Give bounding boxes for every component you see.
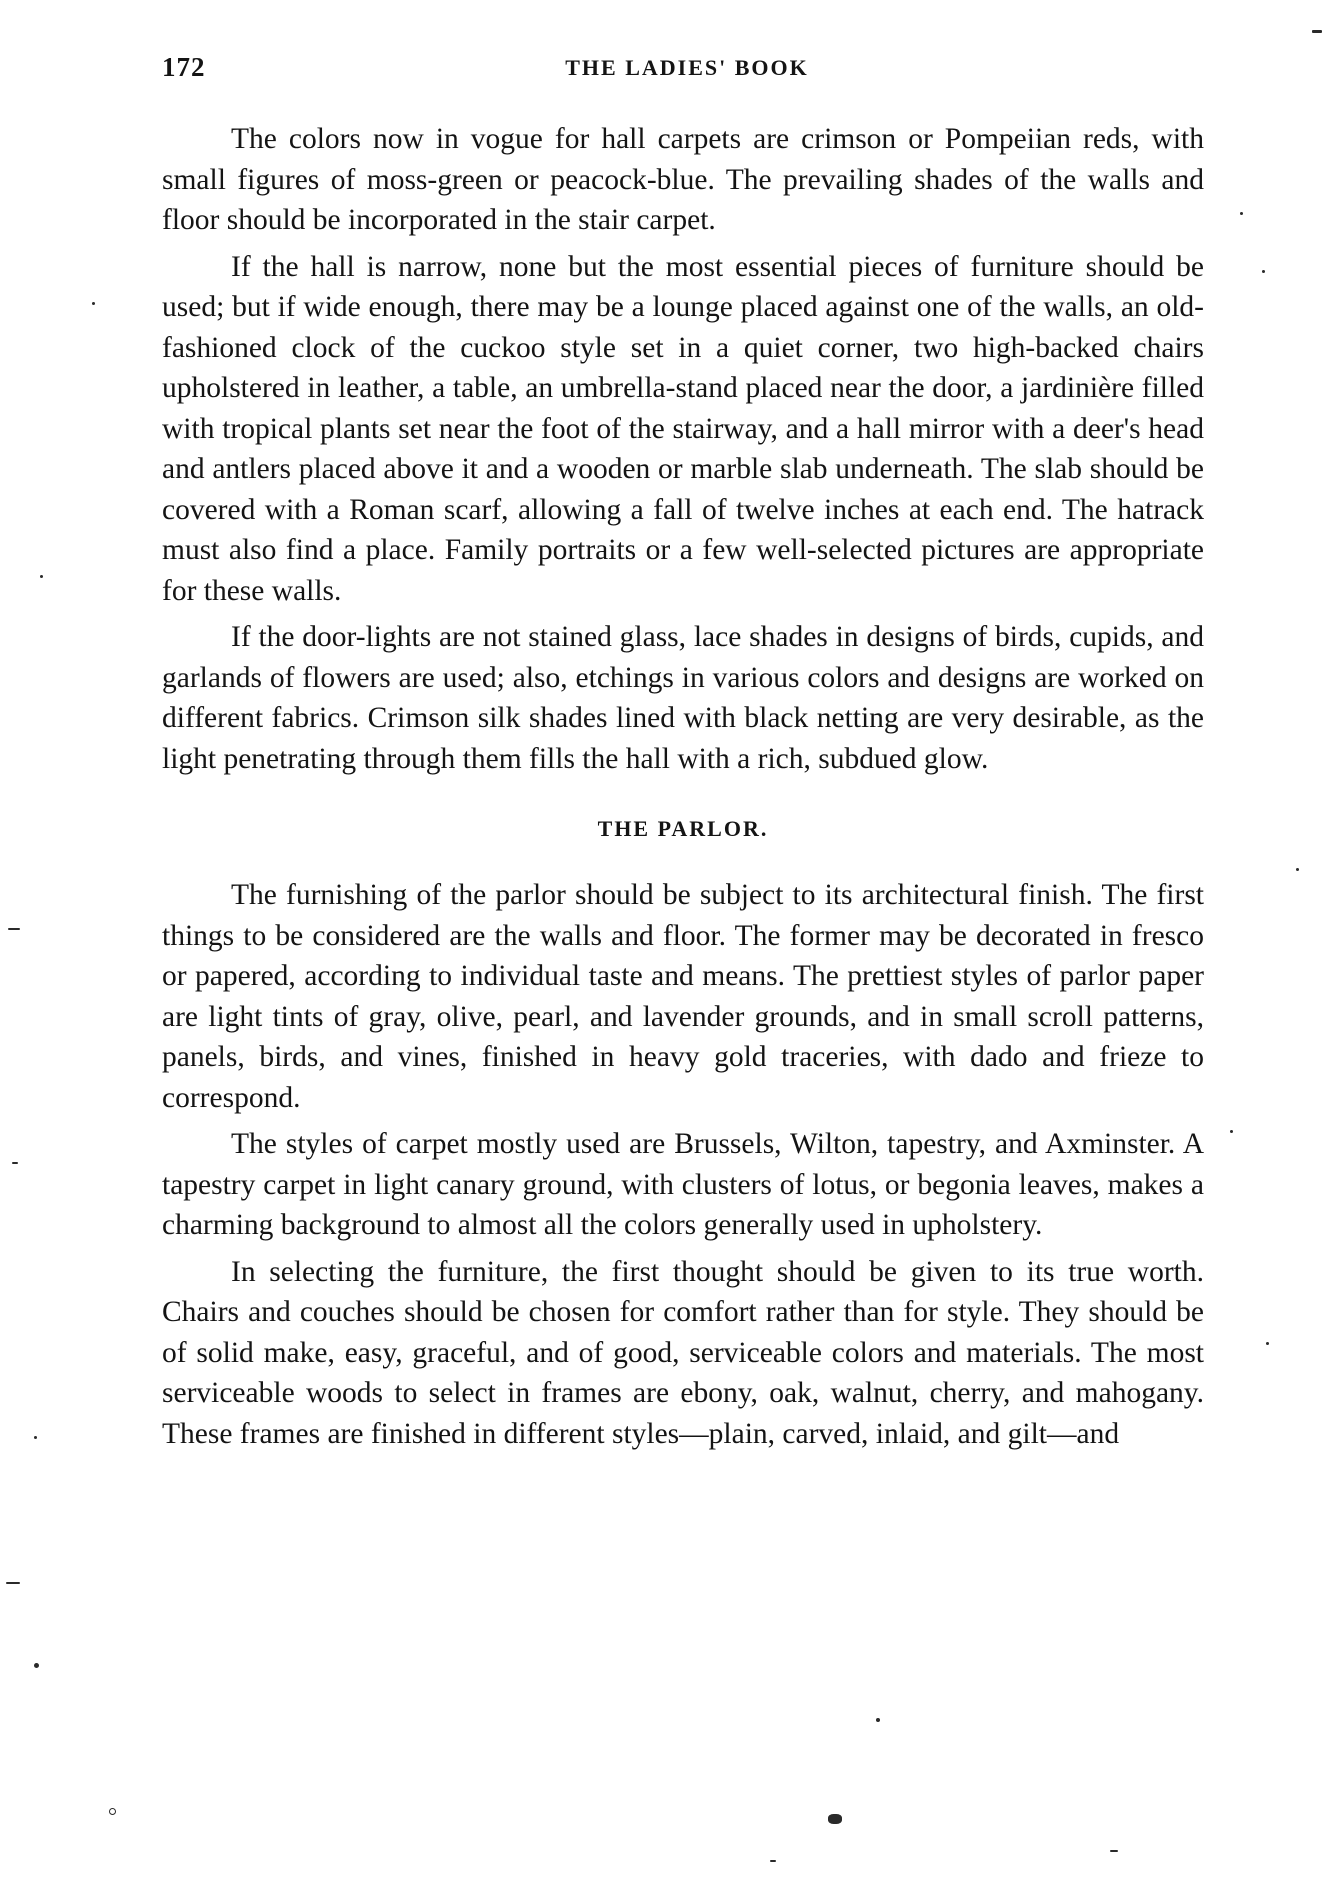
scan-speck — [34, 1663, 39, 1668]
body-text — [162, 119, 1204, 1454]
paragraph-parlor-carpet: The styles of carpet mostly used are Brussels, Wilton, tapestry, and Axminster. A tapestry carpet in light canary ground, with clusters of lotus, or begonia leaves, makes a charming background to almost all the colors generally used in upholstery. — [162, 1128, 1204, 1241]
scan-speck — [1240, 212, 1243, 215]
scan-speck — [1262, 270, 1265, 273]
paragraph-parlor-finish: The furnishing of the parlor should be subject to its architectural finish. The first things to be considered are the walls and floor. The former may be decorated in fresco or papered, according to individual taste and means. The prettiest styles of parlor paper are light tints of gray, olive, pearl, and lavender grounds, and in small scroll patterns, panels, birds, and vines, finished in heavy gold traceries, with dado and frieze to correspond. — [162, 879, 1204, 1114]
scan-speck — [1296, 868, 1299, 871]
scan-speck — [40, 575, 43, 578]
scan-speck — [34, 1436, 37, 1439]
paragraph-door-lights: If the door-lights are not stained glass, lace shades in designs of birds, cupids, and garlands of flowers are used; also, etchings in various colors and designs are worked on different fabrics. Crimson silk shades lined with black netting are very desirable, as the light penetrating through them fills the hall with a rich, subdued glow. — [162, 621, 1204, 775]
scan-speck — [1266, 1342, 1269, 1345]
scan-speck — [12, 1162, 18, 1164]
paragraph-parlor-furniture: In selecting the furniture, the first thought should be given to its true worth. Chairs and couches should be chosen for comfort rather than for style. They should be of solid make, easy, graceful, and of good, serviceable colors and materials. The most serviceable woods to select in frames are ebony, oak, walnut, cherry, and mahogany. These frames are finished in different styles—plain, carved, inlaid, and gilt—and — [162, 1255, 1204, 1450]
paragraph-hall-carpets: The colors now in vogue for hall carpets are crimson or Pompeiian reds, with small figures of moss-green or peacock-blue. The prevailing shades of the walls and floor should be incorporated in the stair carpet. — [162, 123, 1204, 236]
scan-speck — [109, 1808, 116, 1815]
section-heading-parlor: THE PARLOR. — [597, 816, 769, 841]
scan-speck — [1312, 30, 1322, 33]
scan-speck — [770, 1860, 776, 1862]
running-title: THE LADIES' BOOK — [565, 55, 809, 80]
page-number: 172 — [162, 52, 206, 82]
scan-speck — [828, 1814, 842, 1824]
scan-speck — [1230, 1130, 1233, 1133]
paragraph-hall-furniture: If the hall is narrow, none but the most essential pieces of furniture should be used; but if wide enough, there may be a lounge placed against one of the walls, an old-fashioned clock of the cuckoo style set in a quiet corner, two high-backed chairs upholstered in leather, a table, an umbrella-stand placed near the door, a jardinière filled with tropical plants set near the foot of the stairway, and a hall mirror with a deer's head and antlers placed above it and a wooden or marble slab underneath. The slab should be covered with a Roman scarf, allowing a fall of twelve inches at each end. The hatrack must also find a place. Family portraits or a few well-selected pictures are appropriate for these walls. — [162, 250, 1204, 607]
scan-speck — [876, 1718, 880, 1722]
scan-speck — [92, 302, 95, 305]
scan-speck — [6, 1582, 20, 1584]
scan-speck — [8, 928, 20, 930]
running-head — [162, 52, 1212, 92]
scan-speck — [1110, 1850, 1118, 1852]
